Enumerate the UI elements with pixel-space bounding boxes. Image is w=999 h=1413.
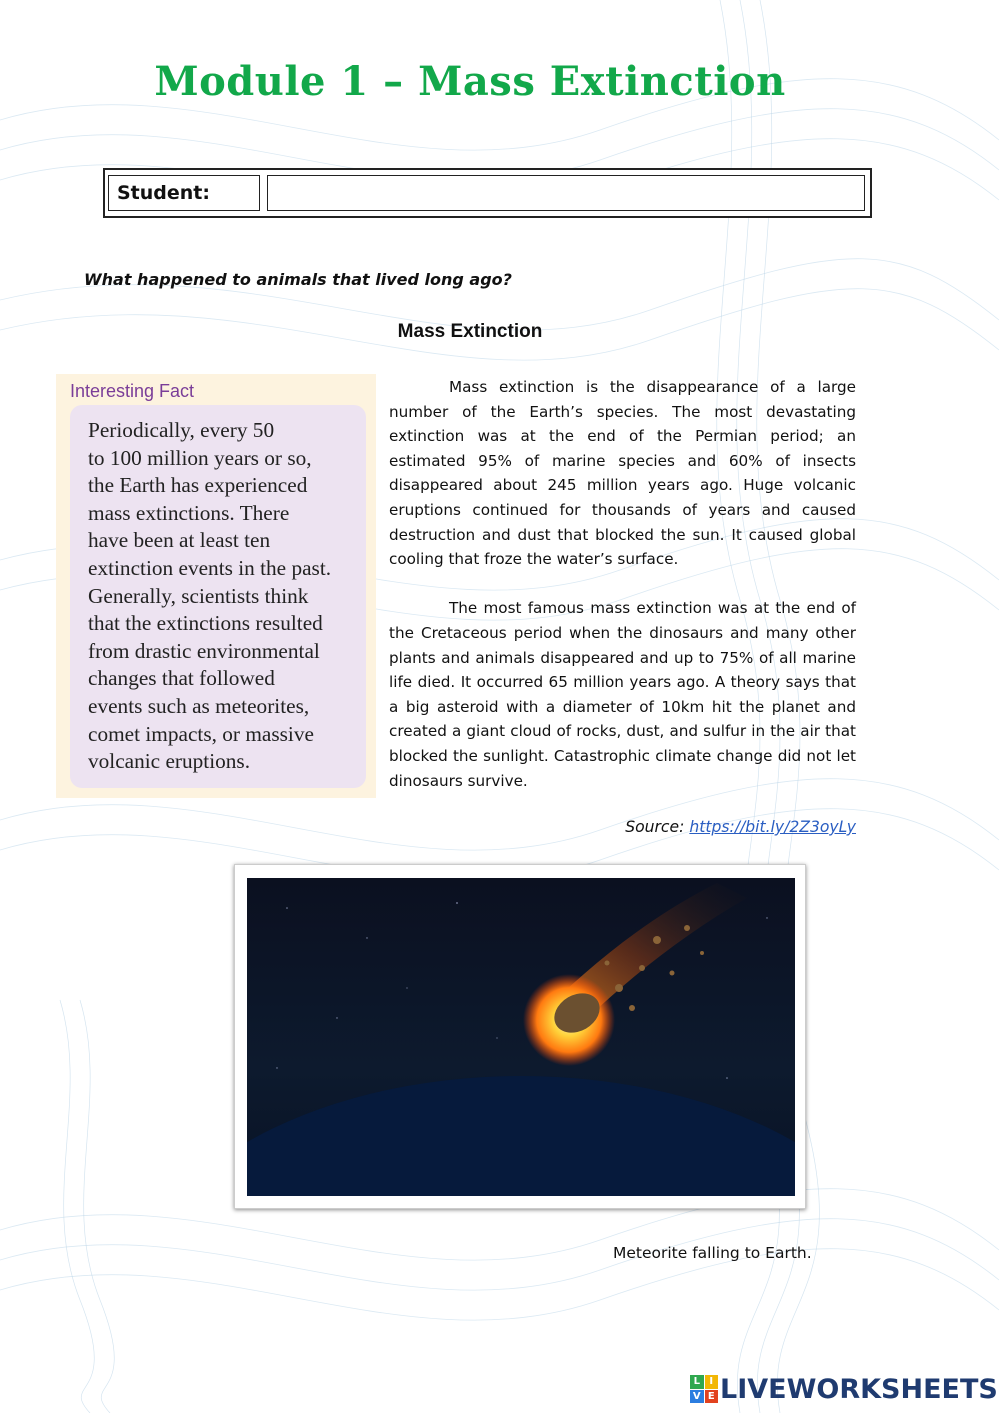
fact-line: comet impacts, or massive	[88, 721, 314, 746]
source-citation	[625, 818, 856, 836]
meteorite-image-frame	[234, 864, 806, 1209]
section-heading: Mass Extinction	[397, 321, 543, 342]
liveworksheets-logo[interactable]	[690, 1373, 998, 1405]
fact-line: to 100 million years or so,	[88, 445, 312, 470]
fact-line: that the extinctions resulted	[88, 611, 323, 636]
fact-line: mass extinctions. There	[88, 500, 290, 525]
fact-line: changes that followed	[88, 666, 275, 691]
interesting-fact-title: Interesting Fact	[70, 381, 195, 401]
liveworksheets-brand-text: LIVEWORKSHEETS	[720, 1373, 998, 1405]
student-name-input[interactable]	[267, 175, 865, 211]
article-paragraph: The most famous mass extinction was at the end of the Cretaceous period when the dinosaurs and many other plants and animals disappeared and up to 75% of all marine life died. It occurred 65 million years ago. A theory says that a big asteroid with a diameter of 10km hit the planet and created a giant cloud of rocks, dust, and sulfur in the air that blocked the sunlight. Catastrophic climate change did not let dinosaurs survive.	[389, 599, 856, 790]
fact-line: events such as meteorites,	[88, 693, 310, 718]
article-body	[389, 375, 856, 818]
guiding-question: What happened to animals that lived long ago?	[84, 270, 512, 289]
source-link[interactable]: https://bit.ly/2Z3oyLy	[689, 818, 856, 836]
fact-line: from drastic environmental	[88, 638, 320, 663]
fact-line: volcanic eruptions.	[88, 749, 251, 774]
student-label: Student:	[108, 175, 260, 211]
page-title: Module 1 – Mass Extinction	[154, 58, 786, 105]
fact-line: Periodically, every 50	[88, 418, 275, 442]
fact-line: have been at least ten	[88, 528, 271, 553]
fact-line: the Earth has experienced	[88, 473, 308, 498]
liveworksheets-logo-icon: L I V E	[690, 1375, 718, 1403]
meteorite-illustration	[247, 878, 795, 1196]
fact-line: extinction events in the past.	[88, 555, 332, 580]
interesting-fact-box	[56, 374, 376, 798]
interesting-fact-text	[70, 405, 366, 788]
source-label: Source:	[625, 818, 690, 836]
image-caption: Meteorite falling to Earth.	[613, 1244, 812, 1262]
student-field-box	[103, 168, 872, 218]
fact-line: Generally, scientists think	[88, 583, 309, 608]
article-paragraph: Mass extinction is the disappearance of a large number of the Earth’s species. The most devastating extinction was at the end of the Permian period; an estimated 95% of marine species and 60% of insects disappeared about 245 million years ago. Huge volcanic eruptions continued for thousands of years and caused destruction and dust that blocked the sun. It caused global cooling that froze the water’s surface.	[389, 378, 856, 569]
